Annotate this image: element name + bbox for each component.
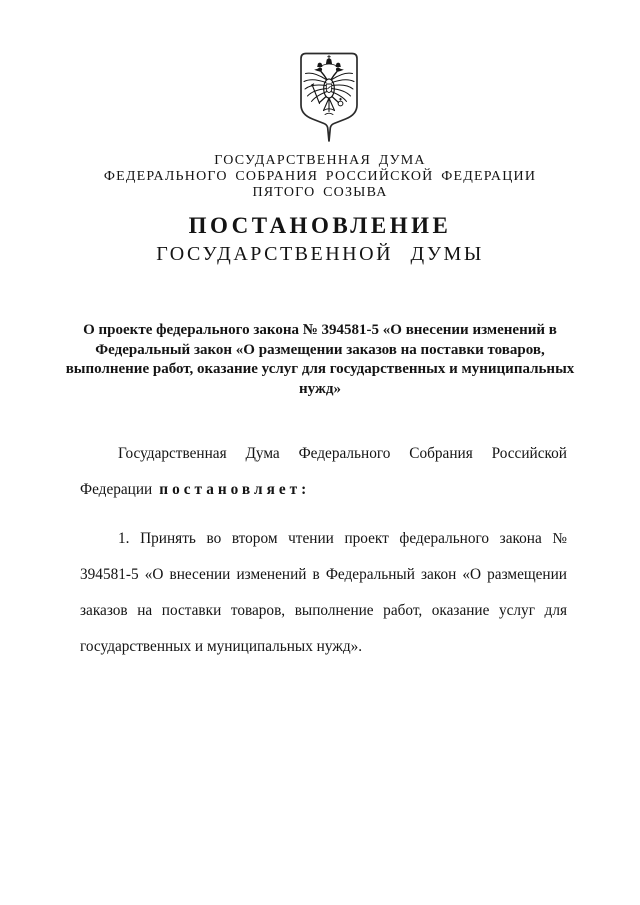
document-title-block xyxy=(0,210,640,267)
russia-coat-of-arms-icon xyxy=(297,52,361,144)
org-convocation-line: ПЯТОГО СОЗЫВА xyxy=(252,184,388,200)
subject-paragraph: О проекте федерального закона № 394581-5 «О внесении изменений в Федеральный закон «О размещении заказов на поставки товаров, выполнение работ, оказание услуг для государственных и муниципальных нужд» xyxy=(65,322,575,397)
resolves-keyword: постановляет: xyxy=(159,481,311,498)
document-title-subtitle: ГОСУДАРСТВЕННОЙ ДУМЫ xyxy=(156,243,484,265)
org-name-line: ГОСУДАРСТВЕННАЯ ДУМА xyxy=(214,153,426,168)
org-header xyxy=(0,153,640,200)
org-name-line: ФЕДЕРАЛЬНОГО СОБРАНИЯ РОССИЙСКОЙ ФЕДЕРАЦИИ xyxy=(103,168,537,184)
body-paragraph-1 xyxy=(80,436,567,508)
document-type-title: ПОСТАНОВЛЕНИЕ xyxy=(188,213,452,238)
paragraph-1-text: Государственная Дума Федерального Собрания Российской Федерации xyxy=(80,445,567,498)
body-paragraph-2: 1. Принять во втором чтении проект федерального закона № 394581-5 «О внесении изменений в Федеральный закон «О размещении заказов на поставки товаров, выполнение работ, оказание услуг для государственных и муниципальных нужд». xyxy=(80,530,567,655)
